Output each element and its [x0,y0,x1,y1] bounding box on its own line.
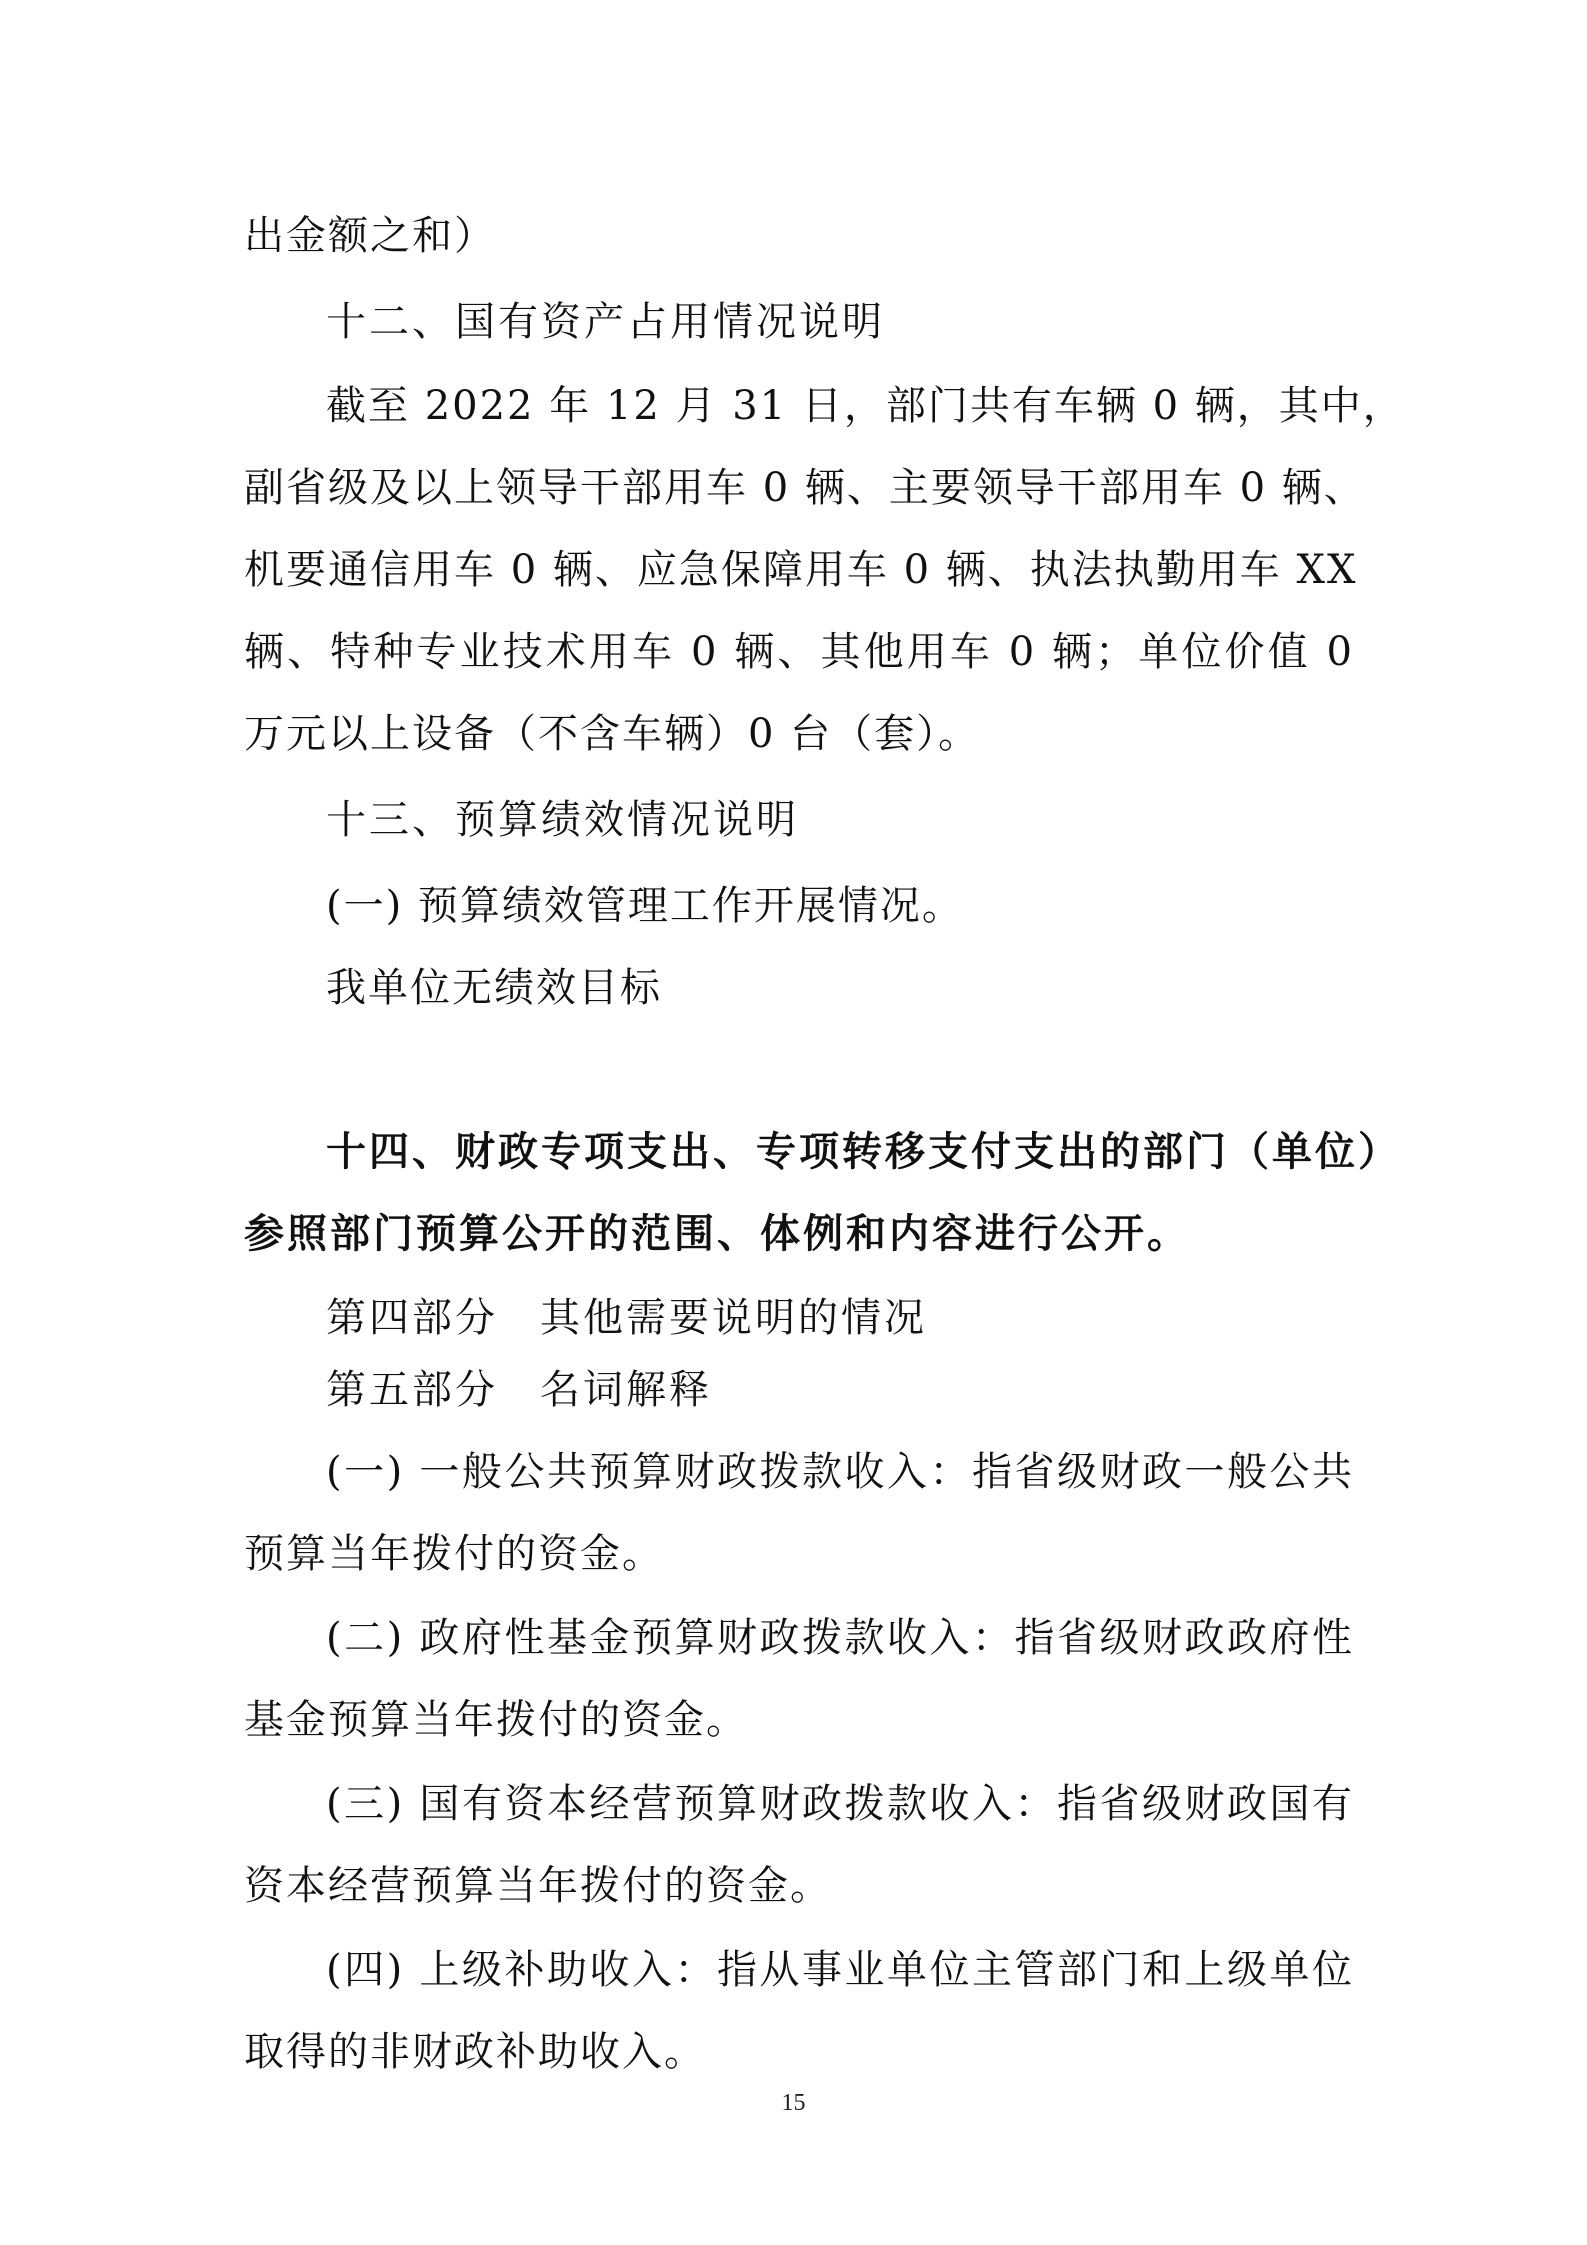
section-heading-13: 十三、预算绩效情况说明 [326,797,799,843]
body-line-continuation: 出金额之和） [244,213,496,259]
definition-line: (四) 上级补助收入：指从事业单位主管部门和上级单位 [326,1947,1354,1993]
definition-line: (一) 一般公共预算财政拨款收入：指省级财政一般公共 [326,1449,1354,1495]
definition-line: (二) 政府性基金预算财政拨款收入：指省级财政政府性 [326,1615,1354,1661]
subsection-heading: (一) 预算绩效管理工作开展情况。 [326,883,964,929]
definition-line: 预算当年拨付的资金。 [244,1531,664,1577]
section-heading-14-continuation: 参照部门预算公开的范围、体例和内容进行公开。 [244,1211,1190,1257]
section-heading-14: 十四、财政专项支出、专项转移支付支出的部门（单位） [326,1129,1401,1175]
definition-line: 资本经营预算当年拨付的资金。 [244,1863,832,1909]
body-line: 机要通信用车 0 辆、应急保障用车 0 辆、执法执勤用车 XX [244,547,1358,593]
body-line: 万元以上设备（不含车辆）0 台（套）。 [244,711,981,757]
definition-line: 取得的非财政补助收入。 [244,2029,706,2075]
part-five-heading [326,1364,1354,1416]
page-number: 15 [781,2090,806,2116]
definition-line: (三) 国有资本经营预算财政拨款收入：指省级财政国有 [326,1781,1354,1827]
body-line: 辆、特种专业技术用车 0 辆、其他用车 0 辆；单位价值 0 [244,629,1354,675]
body-line: 副省级及以上领导干部用车 0 辆、主要领导干部用车 0 辆、 [244,465,1366,511]
body-line: 截至 2022 年 12 月 31 日，部门共有车辆 0 辆，其中， [326,383,1405,429]
part-four-label: 第四部分 [326,1295,498,1341]
part-four-heading [326,1292,1354,1344]
body-line: 我单位无绩效目标 [326,965,662,1011]
part-five-label: 第五部分 [326,1367,498,1413]
part-five-title: 名词解释 [540,1367,712,1413]
section-heading-12: 十二、国有资产占用情况说明 [326,299,885,345]
part-four-title: 其他需要说明的情况 [540,1295,927,1341]
definition-line: 基金预算当年拨付的资金。 [244,1697,748,1743]
